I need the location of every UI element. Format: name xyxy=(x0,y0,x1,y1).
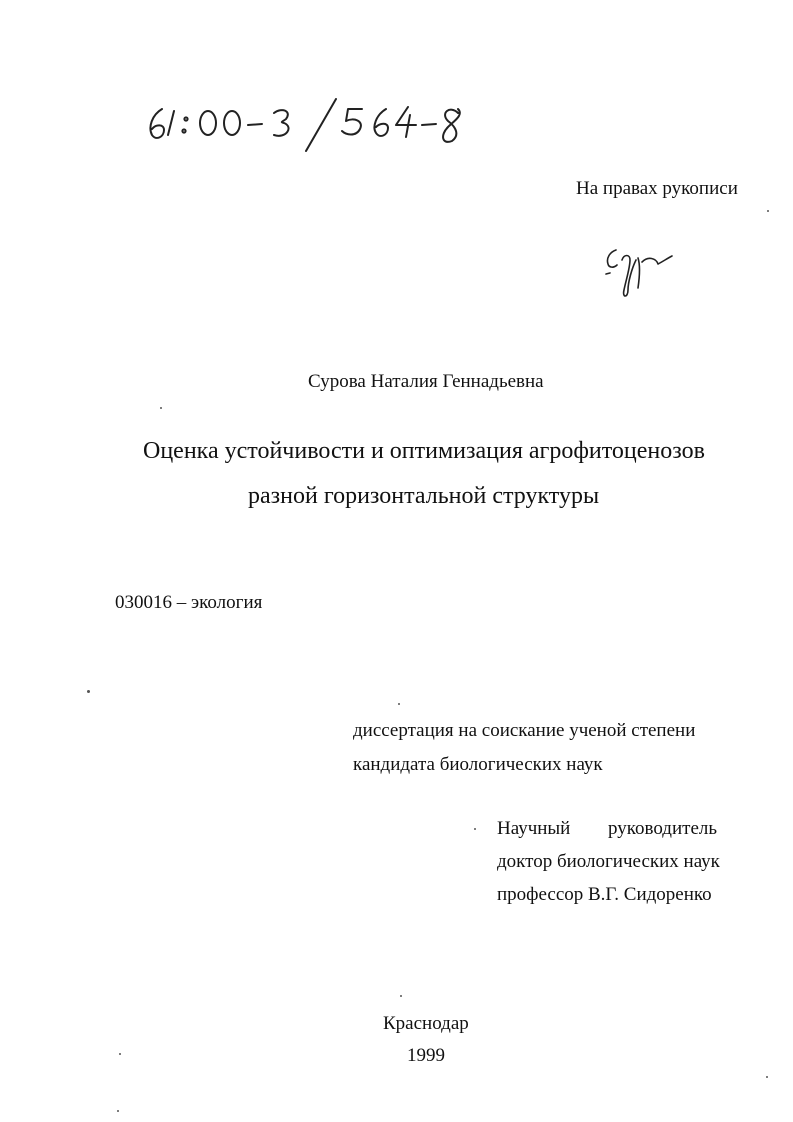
scan-speck xyxy=(400,995,402,997)
specialty-code: 030016 – экология xyxy=(115,592,263,613)
degree-line-1: диссертация на соискание ученой степени xyxy=(353,720,696,741)
scan-speck xyxy=(767,210,769,212)
handwritten-signature xyxy=(600,240,680,302)
author-name: Сурова Наталия Геннадьевна xyxy=(308,371,544,392)
degree-line-2: кандидата биологических наук xyxy=(353,754,603,775)
scan-speck xyxy=(117,1110,119,1112)
supervisor-role-word-1: Научный xyxy=(497,818,571,839)
handwritten-archive-mark xyxy=(140,95,480,155)
scan-speck xyxy=(766,1076,768,1078)
supervisor-role-word-2: руководитель xyxy=(608,818,718,839)
scan-speck xyxy=(398,703,400,705)
year: 1999 xyxy=(407,1045,445,1066)
supervisor-name: профессор В.Г. Сидоренко xyxy=(497,884,712,905)
rights-note: На правах рукописи xyxy=(576,178,738,199)
supervisor-degree: доктор биологических наук xyxy=(497,851,720,872)
scan-speck xyxy=(160,407,162,409)
scan-speck xyxy=(87,690,90,693)
dissertation-title-line-2: разной горизонтальной структуры xyxy=(248,483,600,509)
dissertation-title-line-1: Оценка устойчивости и оптимизация агрофитоценозов xyxy=(143,438,705,464)
city: Краснодар xyxy=(383,1013,469,1034)
scan-speck xyxy=(119,1053,121,1055)
scan-speck xyxy=(474,828,476,830)
